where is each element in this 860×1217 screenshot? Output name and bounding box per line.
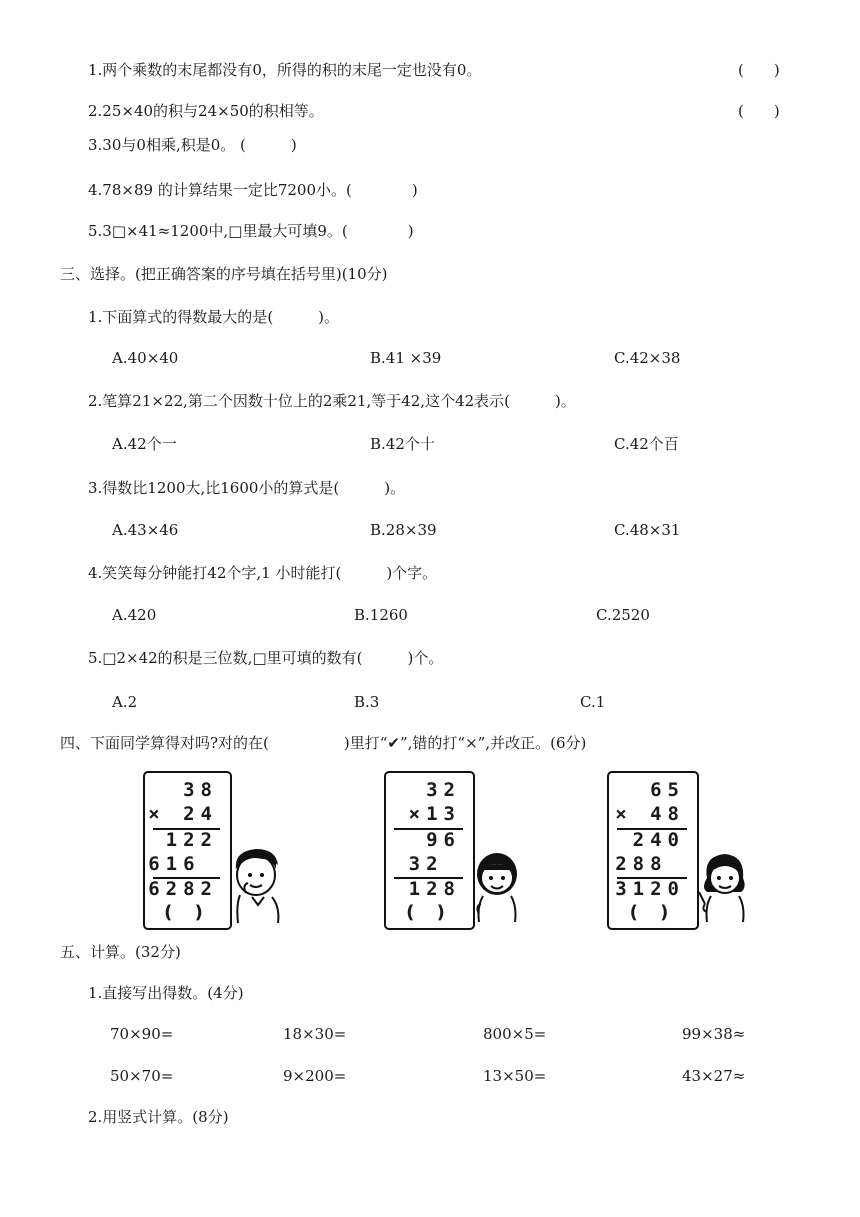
choice-3-option-b[interactable]: B.28×39: [370, 521, 437, 539]
card-2-product: 128: [408, 878, 461, 900]
card-1-multiplier: × 24: [148, 803, 218, 825]
choice-4-option-c[interactable]: C.2520: [596, 606, 650, 624]
choice-4-option-a[interactable]: A.420: [112, 606, 157, 624]
card-1-product: 6282: [148, 878, 218, 900]
calc-heading: 五、计算。(32分): [60, 943, 181, 961]
choice-question-4: 4.笑笑每分钟能打42个字,1 小时能打( )个字。: [88, 564, 438, 582]
choice-question-3: 3.得数比1200大,比1600小的算式是( )。: [88, 479, 406, 497]
choice-heading: 三、选择。(把正确答案的序号填在括号里)(10分): [60, 265, 388, 283]
choice-question-2: 2.笔算21×22,第二个因数十位上的2乘21,等于42,这个42表示( )。: [88, 392, 576, 410]
girl-pointing-icon: [697, 848, 751, 924]
card-3-partial-2: 288: [615, 853, 685, 875]
card-3-partial-1: 240: [632, 829, 685, 851]
choice-question-5: 5.□2×42的积是三位数,□里可填的数有( )个。: [88, 649, 444, 667]
card-1-answer-paren[interactable]: ( ): [164, 902, 211, 923]
judge-answer-paren-2[interactable]: ( ): [738, 102, 780, 120]
calc-expr-1-4[interactable]: 99×38≈: [682, 1025, 746, 1043]
judge-item-5: 5.3□×41≈1200中,□里最大可填9。( ): [88, 222, 414, 240]
check-card-2: [384, 771, 475, 930]
choice-5-option-a[interactable]: A.2: [112, 693, 138, 711]
judge-item-2: 2.25×40的积与24×50的积相等。: [88, 102, 324, 120]
judge-item-4: 4.78×89 的计算结果一定比7200小。( ): [88, 181, 418, 199]
choice-3-option-c[interactable]: C.48×31: [614, 521, 681, 539]
girl-smiling-icon: [471, 848, 523, 924]
calc-expr-1-3[interactable]: 800×5=: [483, 1025, 547, 1043]
card-1-partial-2: 616: [148, 853, 218, 875]
card-3-product: 3120: [615, 878, 685, 900]
choice-5-option-c[interactable]: C.1: [580, 693, 606, 711]
choice-3-option-a[interactable]: A.43×46: [112, 521, 179, 539]
calc-sub-1: 1.直接写出得数。(4分): [88, 984, 244, 1002]
check-heading: 四、下面同学算得对吗?对的在( )里打“✔”,错的打“×”,并改正。(6分): [60, 734, 587, 752]
choice-5-option-b[interactable]: B.3: [354, 693, 380, 711]
card-2-partial-1: 96: [426, 829, 461, 851]
judge-item-3: 3.30与0相乘,积是0。 ( ): [88, 136, 297, 154]
card-3-multiplier: × 48: [615, 803, 685, 825]
calc-expr-2-4[interactable]: 43×27≈: [682, 1067, 746, 1085]
card-1-partial-1: 122: [165, 829, 218, 851]
card-2-partial-2: 32: [408, 853, 461, 875]
judge-item-1: 1.两个乘数的末尾都没有0，所得的积的末尾一定也没有0。: [88, 61, 482, 79]
judge-answer-paren-1[interactable]: ( ): [738, 61, 780, 79]
card-2-answer-paren[interactable]: ( ): [406, 902, 453, 923]
card-2-multiplicand: 32: [426, 779, 461, 801]
choice-question-1: 1.下面算式的得数最大的是( )。: [88, 308, 340, 326]
choice-2-option-c[interactable]: C.42个百: [614, 435, 679, 453]
choice-1-option-c[interactable]: C.42×38: [614, 349, 681, 367]
card-2-multiplier: ×13: [408, 803, 461, 825]
check-card-1: [143, 771, 232, 930]
boy-thinking-icon: [228, 845, 286, 925]
card-3-answer-paren[interactable]: ( ): [629, 902, 677, 923]
choice-2-option-a[interactable]: A.42个一: [112, 435, 177, 453]
calc-expr-1-1[interactable]: 70×90=: [110, 1025, 174, 1043]
card-3-multiplicand: 65: [650, 779, 685, 801]
choice-1-option-a[interactable]: A.40×40: [112, 349, 179, 367]
choice-4-option-b[interactable]: B.1260: [354, 606, 408, 624]
check-card-3: [607, 771, 699, 930]
calc-expr-2-2[interactable]: 9×200=: [283, 1067, 347, 1085]
calc-sub-2: 2.用竖式计算。(8分): [88, 1108, 229, 1126]
choice-1-option-b[interactable]: B.41 ×39: [370, 349, 442, 367]
calc-expr-2-3[interactable]: 13×50=: [483, 1067, 547, 1085]
calc-expr-2-1[interactable]: 50×70=: [110, 1067, 174, 1085]
card-1-multiplicand: 38: [183, 779, 218, 801]
calc-expr-1-2[interactable]: 18×30=: [283, 1025, 347, 1043]
choice-2-option-b[interactable]: B.42个十: [370, 435, 435, 453]
